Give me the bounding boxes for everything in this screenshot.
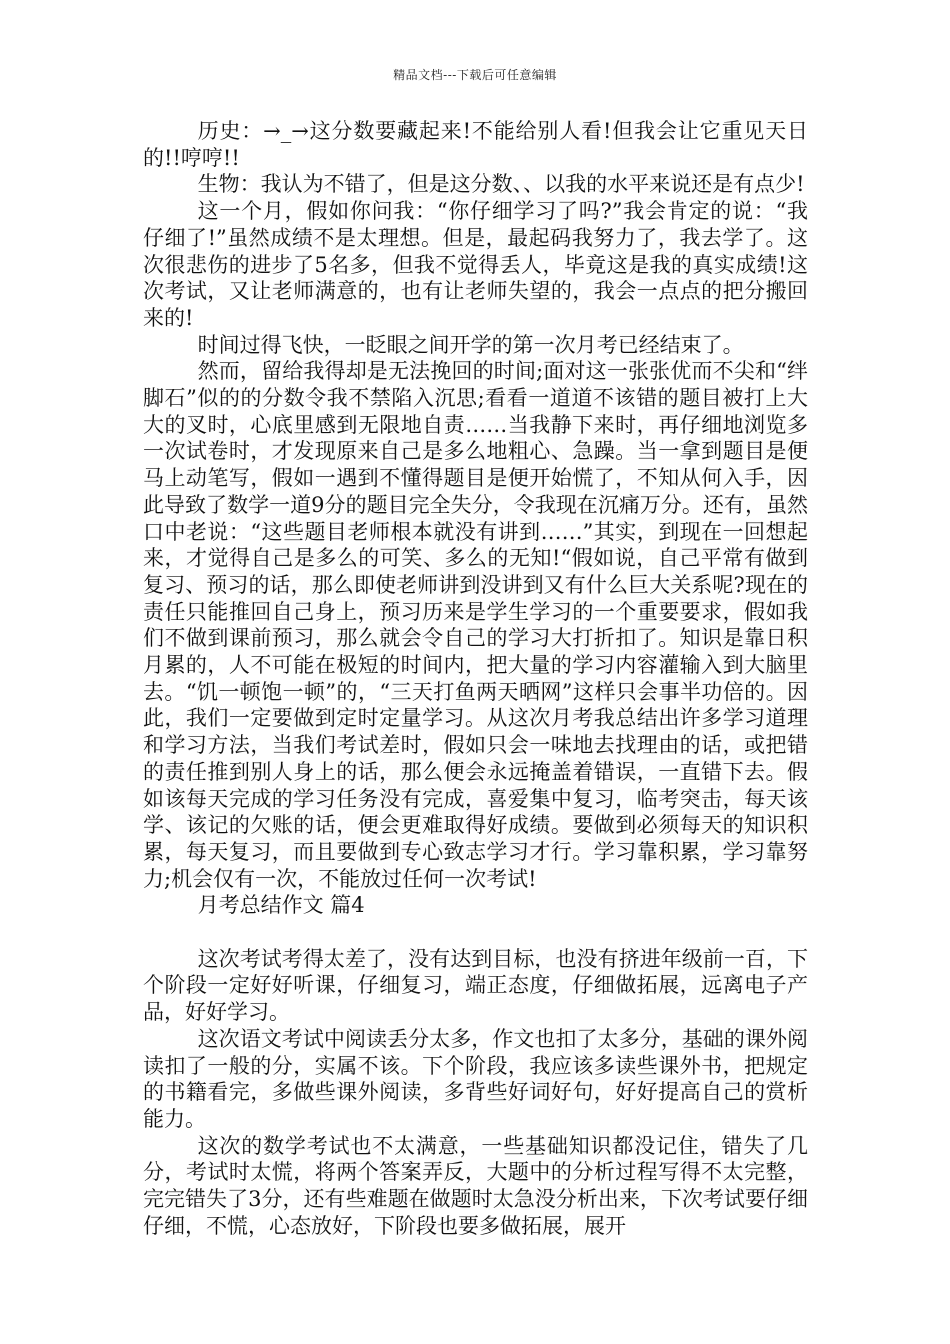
paragraph-chinese-exam: 这次语文考试中阅读丢分太多，作文也扣了太多分，基础的课外阅读扣了一般的分，实属不该。下个阶段，我应该多读些课外书，把规定的书籍看完，多做些课外阅读，多背些好词好句，好好提高自己的赏析能力。 xyxy=(143,1026,808,1131)
paragraph-however: 然而，留给我得却是无法挽回的时间;面对这一张张优而不尖和“绊脚石”似的的分数令我不禁陷入沉思;看看一道道不该错的题目被打上大大的叉时，心底里感到无限地自责……当我静下来时，再仔细地浏览多一次试卷时，才发现原来自己是多么地粗心、急躁。当一拿到题目是便马上动笔写，假如一遇到不懂得题目是便开始慌了，不知从何入手，因此导致了数学一道9分的题目完全失分，令我现在沉痛万分。还有，虽然口中老说：“这些题目老师根本就没有讲到……”其实，到现在一回想起来，才觉得自己是多么的可笑、多么的无知!“假如说，自己平常有做到复习、预习的话，那么即使老师讲到没讲到又有什么巨大关系呢?现在的责任只能推回自己身上，预习历来是学生学习的一个重要要求，假如我们不做到课前预习，那么就会令自己的学习大打折扣了。知识是靠日积月累的，人不可能在极短的时间内，把大量的学习内容灌输入到大脑里去。“饥一顿饱一顿”的，“三天打鱼两天晒网”这样只会事半功倍的。因此，我们一定要做到定时定量学习。从这次月考我总结出许多学习道理和学习方法，当我们考试差时，假如只会一味地去找理由的话，或把错的责任推到别人身上的话，那么便会永远掩盖着错误，一直错下去。假如该每天完成的学习任务没有完成，喜爱集中复习，临考突击，每天该学、该记的欠账的话，便会更难取得好成绩。要做到必须每天的知识积累，每天复习，而且要做到专心致志学习才行。学习靠积累，学习靠努力;机会仅有一次，不能放过任何一次考试! xyxy=(143,359,808,891)
paragraph-history: 历史：→_→这分数要藏起来!不能给别人看!但我会让它重见天日的!!哼哼!! xyxy=(143,119,808,170)
section-title: 月考总结作文 篇4 xyxy=(197,893,365,918)
paragraph-time-flies: 时间过得飞快，一眨眼之间开学的第一次月考已经结束了。 xyxy=(197,332,744,357)
paragraph-exam-poor: 这次考试考得太差了，没有达到目标，也没有挤进年级前一百，下个阶段一定好好听课，仔细复习，端正态度，仔细做拓展，远离电子产品，好好学习。 xyxy=(143,946,808,1025)
paragraph-biology: 生物：我认为不错了，但是这分数、、以我的水平来说还是有点少! xyxy=(197,172,805,197)
paragraph-month-reflection: 这一个月，假如你问我：“你仔细学习了吗?”我会肯定的说：“我仔细了!”虽然成绩不是太理想。但是，最起码我努力了，我去学了。这次很悲伤的进步了5名多，但我不觉得丢人，毕竟这是我的真实成绩!这次考试，又让老师满意的，也有让老师失望的，我会一点点的把分搬回来的! xyxy=(143,199,808,330)
page-header: 精品文档---下载后可任意编辑 xyxy=(393,68,557,82)
paragraph-math-exam: 这次的数学考试也不太满意，一些基础知识都没记住，错失了几分，考试时太慌，将两个答案弄反，大题中的分析过程写得不太完整，完完错失了3分，还有些难题在做题时太急没分析出来，下次考试要仔细仔细，不慌，心态放好，下阶段也要多做拓展，展开 xyxy=(143,1133,808,1238)
document-body xyxy=(143,118,808,1240)
